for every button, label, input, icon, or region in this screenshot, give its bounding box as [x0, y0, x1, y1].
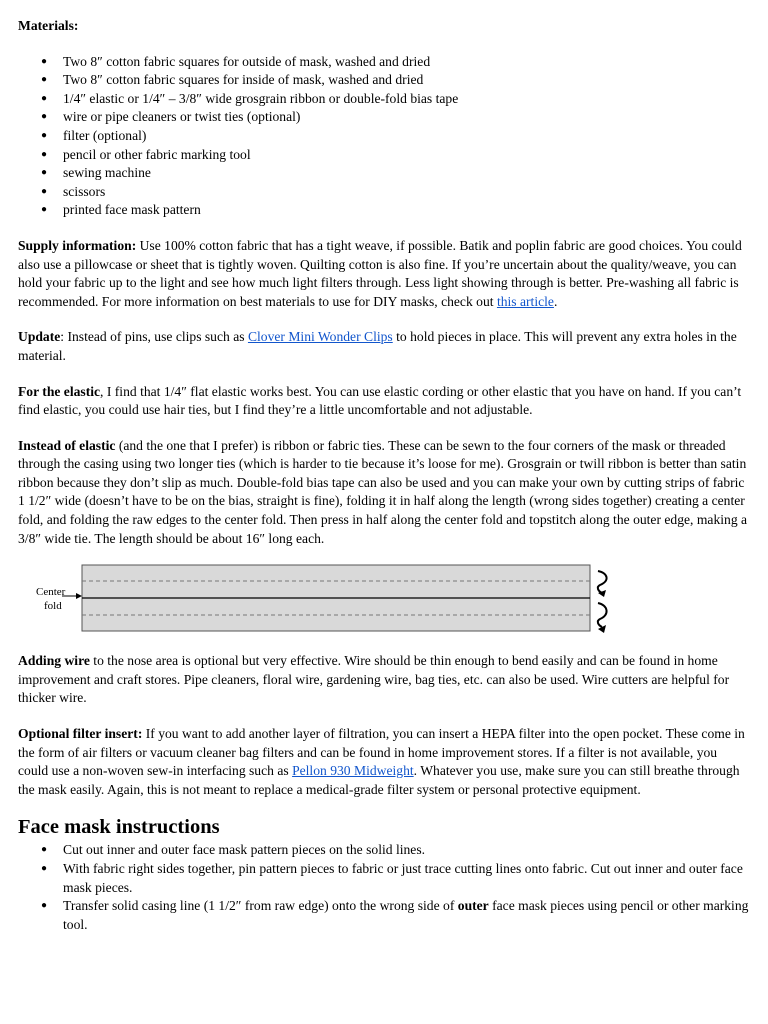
ties-label: Instead of elastic: [18, 437, 116, 453]
fold-arrow-top: [598, 571, 607, 593]
fold-diagram: [26, 563, 626, 635]
filter-paragraph: [18, 725, 750, 799]
instruction-step: ● Cut out inner and outer face mask pattern pieces on the solid lines.: [18, 841, 750, 860]
wire-text: to the nose area is optional but very effective. Wire should be thin enough to bend easily and can be found in home improvement and craft stores. Pipe cleaners, floral wire, gardening wire, bag ties, etc. can also be used. Wire cutters are helpful for thicker wire.: [18, 653, 730, 706]
instruction-step: [18, 897, 750, 934]
update-label: Update: [18, 329, 61, 345]
instruction-step: ● With fabric right sides together, pin pattern pieces to fabric or just trace cutting lines onto fabric. Cut out inner and outer face mask pieces.: [18, 860, 750, 897]
instructions-list: [18, 841, 750, 934]
pellon-link[interactable]: Pellon 930 Midweight: [292, 763, 414, 779]
elastic-paragraph: [18, 383, 750, 420]
filter-label: Optional filter insert:: [18, 726, 143, 742]
materials-item: ● wire or pipe cleaners or twist ties (optional): [18, 108, 750, 127]
filter-text: If you want to add another layer of filtration, you can insert a HEPA filter into the open pocket. These come in the form of air filters or vacuum cleaner bag filters and can be found in home improvement stores. If a filter is not available, you could use a non-woven sew-in interfacing such as: [18, 726, 745, 779]
center-fold-label-2: fold: [44, 600, 62, 613]
center-fold-label-1: Center: [36, 586, 66, 599]
this-article-link[interactable]: this article: [496, 293, 554, 309]
document-page: [18, 17, 750, 934]
materials-list: [18, 53, 750, 220]
supply-label: Supply information:: [18, 237, 137, 253]
wire-label: Adding wire: [18, 653, 90, 669]
materials-item: ● scissors: [18, 183, 750, 202]
ties-paragraph: [18, 437, 750, 549]
elastic-label: For the elastic: [18, 383, 101, 399]
center-fold-figure: [18, 563, 750, 635]
supply-paragraph: [18, 237, 750, 311]
filter-end: . Whatever you use, make sure you can still breathe through the mask easily. Again, this is not meant to replace a medical-grade filter system or personal protective equipment.: [18, 763, 740, 797]
step3-post: face mask pieces using pencil or other marking tool.: [63, 898, 749, 932]
elastic-text: , I find that 1/4″ flat elastic works best. You can use elastic cording or other elastic that you have on hand. If you can’t find elastic, you could use hair ties, but I find they’re a little uncomfortable and not adjustable.: [18, 383, 742, 418]
materials-item: ● printed face mask pattern: [18, 201, 750, 220]
supply-end: .: [553, 293, 558, 309]
materials-item: ● Two 8″ cotton fabric squares for inside of mask, washed and dried: [18, 71, 750, 90]
materials-item: ● sewing machine: [18, 164, 750, 183]
materials-item: ● pencil or other fabric marking tool: [18, 146, 750, 165]
step3-bold: outer: [457, 898, 489, 914]
ties-text: (and the one that I prefer) is ribbon or fabric ties. These can be sewn to the four corners of the mask or threaded through the casing using two longer ties (which is harder to tie because it’s loose for me). Grosgrain or twill ribbon is better than satin ribbon because they don’t slip as much. Double-fold bias tape can also be used and you can make your own by cutting strips of fabric 1 1/2″ wide (doesn’t have to be on the bias, straight is fine), folding it in half along the length (wrong sides together) creating a center fold, and folding the raw edges to the center fold. Then press in half along the center fold and topstitch along the outer edge, making a 3/8″ wide tie. The length should be about 16″ long each.: [18, 437, 748, 546]
clover-clips-link[interactable]: Clover Mini Wonder Clips: [247, 329, 393, 345]
materials-item: ● 1/4″ elastic or 1/4″ – 3/8″ wide grosgrain ribbon or double-fold bias tape: [18, 90, 750, 109]
materials-item: ● Two 8″ cotton fabric squares for outside of mask, washed and dried: [18, 53, 750, 72]
fold-arrow-bottom: [598, 603, 607, 627]
instructions-heading: Face mask instructions: [18, 816, 220, 839]
update-paragraph: [18, 328, 750, 365]
materials-heading: Materials:: [18, 18, 79, 33]
fold-pointer-arrow: [76, 593, 82, 599]
step3-pre: Transfer solid casing line (1 1/2″ from raw edge) onto the wrong side of: [63, 898, 458, 914]
materials-item: ● filter (optional): [18, 127, 750, 146]
update-end: to hold pieces in place. This will prevent any extra holes in the material.: [18, 329, 737, 363]
supply-text: Use 100% cotton fabric that has a tight weave, if possible. Batik and poplin fabric are good choices. You could also use a pillowcase or sheet that is tightly woven. Quilting cotton is also fine. If you’re uncertain about the quality/weave, you can hold your fabric up to the light and see how much light filters through. Less light showing through is better. Pre-washing all fabric is recommended. For more information on best materials to use for DIY masks, check out: [18, 237, 742, 309]
wire-paragraph: [18, 652, 750, 708]
update-text: : Instead of pins, use clips such as: [60, 329, 248, 345]
